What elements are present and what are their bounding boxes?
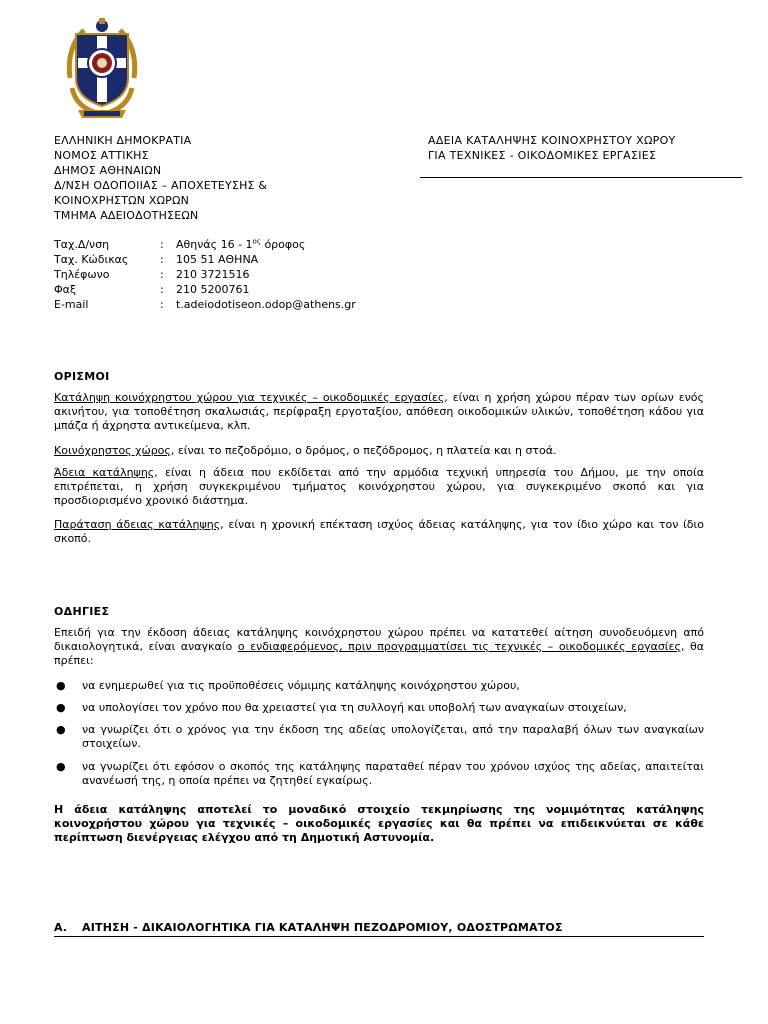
definition-text: , είναι η χρονική επέκταση ισχύος άδειας κατάληψης, για τον ίδιο χώρο και τον ίδιο σκοπό. — [54, 518, 704, 545]
ordinal-suffix: ος — [252, 237, 261, 246]
title-line: ΓΙΑ ΤΕΧΝΙΚΕΣ - ΟΙΚΟΔΟΜΙΚΕΣ ΕΡΓΑΣΙΕΣ — [428, 149, 657, 162]
list-item — [54, 701, 704, 715]
definition-paragraph — [54, 518, 704, 546]
contact-row-email — [54, 297, 356, 312]
contact-separator: : — [160, 298, 164, 311]
contact-separator: : — [160, 238, 164, 251]
definition-term: Παράταση άδειας κατάληψης — [54, 518, 221, 531]
email-link[interactable]: t.adeiodotiseon.odop@athens.gr — [176, 298, 356, 311]
bullet-icon: ● — [56, 760, 66, 773]
definition-term: Κοινόχρηστος χώρος — [54, 444, 171, 457]
definition-term: Άδεια κατάληψης — [54, 466, 155, 479]
header-line: ΕΛΛΗΝΙΚΗ ΔΗΜΟΚΡΑΤΙΑ — [54, 134, 192, 147]
bullet-icon: ● — [56, 701, 66, 714]
list-item-text: να ενημερωθεί για τις προϋποθέσεις νόμιμης κατάληψης κοινόχρηστου χώρου, — [82, 679, 520, 692]
emphasis-underlined: ο ενδιαφερόμενος, πριν προγραμματίσει τις τεχνικές – οικοδομικές εργασίες — [237, 640, 681, 653]
instructions-intro: Επειδή για την έκδοση άδειας κατάληψης κοινόχρηστου χώρου πρέπει να κατατεθεί αίτηση συνοδευόμενη από δικαιολογητικά, είναι αναγκαίο ο ενδιαφερόμενος, πριν προγραμματίσει τις τεχνικές – οικοδομικές εργασίες, θα πρέπει: — [54, 626, 704, 667]
document-title — [428, 133, 676, 163]
header-line: ΔΗΜΟΣ ΑΘΗΝΑΙΩΝ — [54, 164, 162, 177]
list-item-text: να υπολογίσει τον χρόνο που θα χρειαστεί για τη συλλογή και υποβολή των αναγκαίων στοιχείων, — [82, 701, 627, 714]
contact-row-address — [54, 237, 356, 252]
list-item — [54, 723, 704, 751]
bullet-icon: ● — [56, 723, 66, 736]
list-item-text: να γνωρίζει ότι εφόσον ο σκοπός της κατάληψης παραταθεί πέραν του χρόνου ισχύος της αδείας, απαιτείται ανανέωσή της, η οποία πρέπει να ζητηθεί εγκαίρως. — [82, 760, 704, 787]
definition-paragraph — [54, 444, 704, 458]
contact-row-phone — [54, 267, 356, 282]
header-line: Δ/ΝΣΗ ΟΔΟΠΟΙΙΑΣ – ΑΠΟΧΕΤΕΥΣΗΣ & — [54, 179, 268, 192]
contact-separator: : — [160, 253, 164, 266]
header-line: ΤΜΗΜΑ ΑΔΕΙΟΔΟΤΗΣΕΩΝ — [54, 209, 199, 222]
contact-block — [54, 237, 356, 312]
legal-note: Η άδεια κατάληψης αποτελεί το μοναδικό στοιχείο τεκμηρίωσης της νομιμότητας κατάληψης κοινοχρήστου χώρου για τεχνικές – οικοδομικές εργασίες και θα πρέπει να επιδεικνύεται σε κάθε περίπτωση διενέργειας ελέγχου από τη Δημοτική Αστυνομία. — [54, 803, 704, 844]
contact-row-postcode — [54, 252, 356, 267]
definition-paragraph — [54, 391, 704, 433]
contact-label: Ταχ.Δ/νση — [54, 238, 110, 251]
list-item-text: να γνωρίζει ότι ο χρόνος για την έκδοση της αδείας υπολογίζεται, από την παραλαβή όλων των αναγκαίων στοιχείων. — [82, 723, 704, 750]
list-item — [54, 679, 704, 693]
contact-label: Φαξ — [54, 283, 77, 296]
section-title: ΑΙΤΗΣΗ - ΔΙΚΑΙΟΛΟΓΗΤΙΚΑ ΓΙΑ ΚΑΤΑΛΗΨΗ ΠΕΖΟΔΡΟΜΙΟΥ, ΟΔΟΣΤΡΩΜΑΤΟΣ — [82, 921, 563, 934]
definition-paragraph — [54, 466, 704, 508]
definition-text: , είναι η χρήση χώρου πέραν των ορίων ενός ακινήτου, για τοποθέτηση σκαλωσιάς, περίφραξη εργοταξίου, απόθεση οικοδομικών υλικών, τοποθέτηση κάδου για μπάζα ή άχρηστα αντικείμενα, κλπ. — [54, 391, 704, 432]
contact-label: E-mail — [54, 298, 89, 311]
contact-value: 210 5200761 — [176, 283, 250, 296]
instructions-title: ΟΔΗΓΙΕΣ — [54, 605, 110, 618]
contact-separator: : — [160, 283, 164, 296]
bullet-icon: ● — [56, 679, 66, 692]
definition-term: Κατάληψη κοινόχρηστου χώρου για τεχνικές – οικοδομικές εργασίες — [54, 391, 445, 404]
contact-separator: : — [160, 268, 164, 281]
section-divider — [54, 936, 704, 937]
title-divider — [420, 177, 742, 178]
contact-label: Τηλέφωνο — [54, 268, 110, 281]
list-item — [54, 760, 704, 788]
municipality-seal-icon — [60, 18, 144, 122]
title-line: ΑΔΕΙΑ ΚΑΤΑΛΗΨΗΣ ΚΟΙΝΟΧΡΗΣΤΟΥ ΧΩΡΟΥ — [428, 134, 676, 147]
section-a-heading — [54, 921, 563, 934]
definition-text: , είναι η άδεια που εκδίδεται από την αρμόδια τεχνική υπηρεσία του Δήμου, με την οποία επιτρέπεται, η χρήση συγκεκριμένου τμήματος κοινόχρηστου χώρου, για συγκεκριμένο σκοπό και για προσδιορισμένο χρονικό διάστημα. — [54, 466, 704, 507]
contact-label: Ταχ. Κώδικας — [54, 253, 129, 266]
contact-value: 105 51 ΑΘΗΝΑ — [176, 253, 259, 266]
contact-value: Αθηνάς $16 - 1^{o\varsigma}$ όροφος — [176, 237, 306, 251]
section-number: Α. — [54, 921, 68, 934]
definitions-title: ΟΡΙΣΜΟΙ — [54, 370, 110, 383]
definition-text: , είναι το πεζοδρόμιο, ο δρόμος, ο πεζόδρομος, η πλατεία και η στοά. — [170, 444, 557, 457]
contact-value: 210 3721516 — [176, 268, 250, 281]
header-line: ΚΟΙΝΟΧΡΗΣΤΩΝ ΧΩΡΩΝ — [54, 194, 190, 207]
header-line: ΝΟΜΟΣ ΑΤΤΙΚΗΣ — [54, 149, 149, 162]
contact-row-fax — [54, 282, 356, 297]
issuer-header — [54, 133, 267, 223]
